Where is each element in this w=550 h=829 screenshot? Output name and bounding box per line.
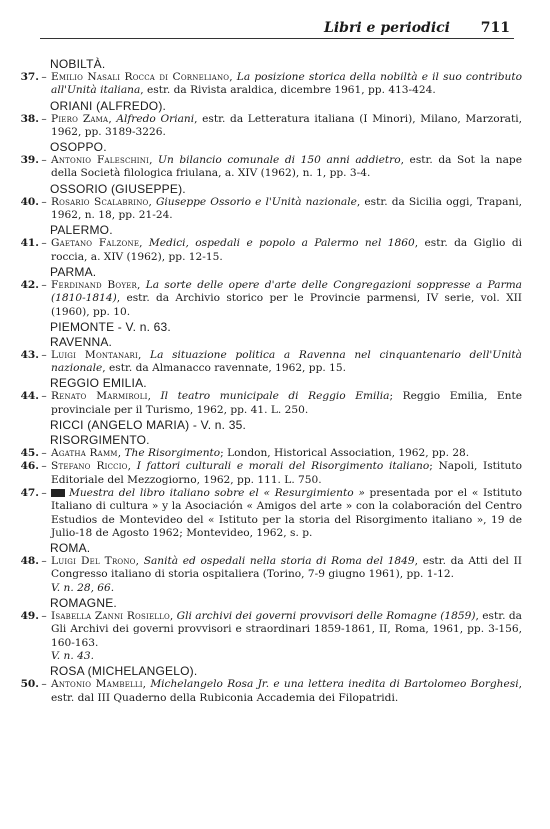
bibliography-entry <box>17 71 522 98</box>
entry-number: 44. <box>20 390 39 403</box>
entry-title: La situazione politica a Ravenna nel cinquantenario dell'Unità nazionale <box>51 348 522 375</box>
section-heading: ROSA (MICHELANGELO). <box>50 664 198 679</box>
bibliography-entry <box>17 390 522 417</box>
entry-body <box>49 487 522 540</box>
entry-details: , estr. da Giglio di roccia, a. XIV (1962), pp. 12-15. <box>51 237 522 263</box>
section-heading: REGGIO EMILIA. <box>50 376 147 391</box>
bibliography-list <box>17 56 522 705</box>
entry-dash: – <box>41 71 47 83</box>
bibliography-entry <box>17 113 522 140</box>
entry-title: La sorte delle opere d'arte delle Congregazioni soppresse a Parma (1810-1814) <box>51 278 522 305</box>
section-heading: RICCI (ANGELO MARIA) - V. n. 35. <box>50 418 247 433</box>
entry-author: Luigi Montanari <box>51 348 138 361</box>
entry-dash: – <box>41 390 47 403</box>
entry-dash: – <box>41 486 47 499</box>
entry-author: Antonio Faleschini <box>51 154 150 167</box>
entry-dash: – <box>41 195 47 208</box>
entry-details: ; London, Historical Association, 1962, pp. 28. <box>220 447 470 460</box>
entry-body: Stefano Riccio, I fattori culturali e morali del Risorgimento italiano; Napoli, Istituto Editoriale del Mezzogiorno, 1962, pp. 111. L. 750. <box>51 460 522 486</box>
entry-details: , estr. da Atti del II Congresso italiano di storia ospitaliera (Torino, 7-9 giugno 1961), pp. 1-12. <box>51 555 522 581</box>
entry-number: 43. <box>20 348 39 361</box>
section-heading: OSOPPO. <box>50 140 107 155</box>
entry-body: Ferdinand Boyer, La sorte delle opere d'arte delle Congregazioni soppresse a Parma (1810-1814), estr. da Archivio storico per le Provincie parmensi, IV serie, vol. XII (1960), pp. 10. <box>51 278 522 318</box>
entry-details: , estr. da Letteratura italiana (I Minori), Milano, Marzorati, 1962, pp. 3189-3226. <box>51 112 522 138</box>
entry-dash: – <box>41 348 47 361</box>
cross-reference: V. n. 28, 66. <box>51 581 115 594</box>
entry-details: ; Napoli, Istituto Editoriale del Mezzogiorno, 1962, pp. 111. L. 750. <box>51 460 522 486</box>
entry-body: Antonio Faleschini, Un bilancio comunale di 150 anni addietro, estr. da Sot la nape della Società filologica friulana, a. XIV (1962), n. 1, pp. 3-4. <box>51 154 522 180</box>
entry-number: 47. <box>20 486 39 499</box>
entry-title: Sanità ed ospedali nella storia di Roma del 1849 <box>143 555 415 568</box>
entry-dash: – <box>41 237 47 250</box>
section-heading: ROMA. <box>50 541 91 556</box>
section-heading: NOBILTÀ. <box>50 57 106 71</box>
entry-dash: – <box>41 447 47 460</box>
entry-details: ; Reggio Emilia, Ente provinciale per il Turismo, 1962, pp. 41. L. 250. <box>51 390 522 416</box>
entry-details: , estr. da Archivio storico per le Provincie parmensi, IV serie, vol. XII (1960), pp. 10. <box>51 292 522 318</box>
entry-details: , estr. dal III Quaderno della Rubiconia Accademia dei Filopatridi. <box>51 678 522 704</box>
entry-body: Agatha Ramm, The Risorgimento; London, Historical Association, 1962, pp. 28. <box>51 447 470 460</box>
bibliography-entry <box>17 237 522 264</box>
entry-number: 42. <box>20 278 39 291</box>
entry-number: 50. <box>20 678 39 691</box>
section-heading: ROMAGNE. <box>50 596 117 611</box>
entry-title: The Risorgimento <box>124 447 221 460</box>
entry-body: Piero Zama, Alfredo Oriani, estr. da Letteratura italiana (I Minori), Milano, Marzorati, 1962, pp. 3189-3226. <box>51 112 522 138</box>
entry-body: Isabella Zanni Rosiello, Gli archivi dei governi provvisori delle Romagne (1859), estr. da Gli Archivi dei governi provvisori e straordinari 1859-1861, II, Roma, 1961, pp. 3-156, 160-163. <box>51 610 522 649</box>
bibliography-entry <box>17 610 522 650</box>
entry-body: Renato Marmiroli, Il teatro municipale di Reggio Emilia; Reggio Emilia, Ente provinciale per il Turismo, 1962, pp. 41. L. 250. <box>51 390 522 416</box>
entry-body: Luigi Del Trono, Sanità ed ospedali nella storia di Roma del 1849, estr. da Atti del II Congresso italiano di storia ospitaliera (Torino, 7-9 giugno 1961), pp. 1-12. <box>51 555 522 581</box>
entry-number: 49. <box>20 610 39 623</box>
entry-dash: – <box>41 112 47 125</box>
entry-body: Antonio Mambelli, Michelangelo Rosa Jr. e una lettera inedita di Bartolomeo Borghesi, estr. dal III Quaderno della Rubiconia Accademia dei Filopatridi. <box>51 678 522 704</box>
bibliography-entry <box>17 678 522 705</box>
bibliography-entry <box>17 349 522 376</box>
entry-title: La posizione storica della nobiltà e il suo contributo all'Unità italiana <box>51 71 522 97</box>
entry-author: Gaetano Falzone <box>51 237 140 250</box>
entry-number: 41. <box>20 237 39 250</box>
header-rule <box>40 38 514 39</box>
bibliography-entry <box>17 460 522 487</box>
entry-dash: – <box>41 678 47 691</box>
entry-author: Piero Zama <box>51 112 109 125</box>
entry-body: Gaetano Falzone, Medici, ospedali e popolo a Palermo nel 1860, estr. da Giglio di roccia, a. XIV (1962), pp. 12-15. <box>51 237 522 263</box>
entry-author: Stefano Riccio <box>51 460 128 473</box>
section-heading: RAVENNA. <box>50 334 113 349</box>
entry-body: Luigi Montanari, La situazione politica a Ravenna nel cinquantenario dell'Unità nazionale, estr. da Almanacco ravennate, 1962, pp. 15. <box>51 348 522 375</box>
bibliography-entry <box>17 279 522 319</box>
section-heading: PALERMO. <box>50 223 113 238</box>
entry-author: Luigi Del Trono <box>51 555 136 568</box>
bibliography-entry <box>17 196 522 223</box>
entry-title: Medici, ospedali e popolo a Palermo nel 1860 <box>148 237 415 250</box>
entry-author: Renato Marmiroli <box>51 390 148 403</box>
bibliography-entry <box>17 154 522 181</box>
entry-number: 38. <box>20 112 39 125</box>
bibliography-entry <box>17 555 522 582</box>
entry-details: , estr. da Almanacco ravennate, 1962, pp. 15. <box>102 362 346 375</box>
entry-author: Rosario Scalabrino <box>51 195 149 208</box>
margin-mark-icon <box>51 489 65 497</box>
entry-author: Isabella Zanni Rosiello <box>51 610 170 623</box>
entry-details: , estr. da Rivista araldica, dicembre 1961, pp. 413-424. <box>140 84 436 97</box>
entry-title: Un bilancio comunale di 150 anni addietro <box>158 154 401 167</box>
section-heading: PARMA. <box>50 264 97 279</box>
bibliography-entry <box>17 487 522 540</box>
entry-details: , estr. da Sot la nape della Società filologica friulana, a. XIV (1962), n. 1, pp. 3-4. <box>51 154 522 180</box>
entry-details: , estr. da Gli Archivi dei governi provvisori e straordinari 1859-1861, II, Roma, 1961, pp. 3-156, 160-163. <box>51 610 522 649</box>
entry-title: Gli archivi dei governi provvisori delle Romagne (1859) <box>176 610 476 623</box>
entry-dash: – <box>41 460 47 473</box>
entry-details: , estr. da Sicilia oggi, Trapani, 1962, n. 18, pp. 21-24. <box>51 195 522 222</box>
section-heading: OSSORIO (GIUSEPPE). <box>50 181 186 196</box>
entry-title: Alfredo Oriani <box>116 112 195 125</box>
entry-title: Il teatro municipale di Reggio Emilia <box>160 390 390 403</box>
page-number: 711 <box>480 20 510 36</box>
entry-number: 46. <box>20 460 39 473</box>
entry-title: Michelangelo Rosa Jr. e una lettera inedita di Bartolomeo Borghesi <box>150 678 519 691</box>
running-title: Libri e periodici <box>324 20 450 36</box>
entry-author: Antonio Mambelli <box>51 678 143 691</box>
entry-title: Muestra del libro italiano sobre el « Resurgimiento » <box>69 486 365 499</box>
entry-body: Rosario Scalabrino, Giuseppe Ossorio e l'Unità nazionale, estr. da Sicilia oggi, Trapani, 1962, n. 18, pp. 21-24. <box>51 195 522 222</box>
entry-author: Agatha Ramm <box>51 447 118 460</box>
entry-number: 48. <box>20 555 39 568</box>
entry-dash: – <box>41 154 47 167</box>
entry-dash: – <box>41 278 47 291</box>
entry-details: presentada por el « Istituto Italiano di cultura » y la Asociación « Amigos del arte » con la colaboración del Centro Estudios de Montevideo del « Istituto per la storia del Risorgimento italiano », 19 de Julio-18 de Agosto 1962; Montevideo, 1962, s. p. <box>51 486 522 539</box>
section-heading: RISORGIMENTO. <box>50 433 150 448</box>
bibliography-entry <box>17 447 522 460</box>
entry-number: 37. <box>20 71 39 83</box>
page-header <box>0 14 550 36</box>
entry-title: Giuseppe Ossorio e l'Unità nazionale <box>155 195 357 208</box>
entry-number: 45. <box>20 447 39 460</box>
entry-dash: – <box>41 555 47 568</box>
entry-number: 40. <box>20 195 39 208</box>
entry-author: Emilio Nasali Rocca di Corneliano <box>51 71 230 83</box>
entry-number: 39. <box>20 154 39 167</box>
entry-body: Emilio Nasali Rocca di Corneliano, La posizione storica della nobiltà e il suo contributo all'Unità italiana, estr. da Rivista araldica, dicembre 1961, pp. 413-424. <box>51 71 522 97</box>
entry-author: Ferdinand Boyer <box>51 278 137 291</box>
entry-dash: – <box>41 610 47 623</box>
entry-title: I fattori culturali e morali del Risorgimento italiano <box>136 460 430 473</box>
section-heading: PIEMONTE - V. n. 63. <box>50 319 171 334</box>
section-heading: ORIANI (ALFREDO). <box>50 98 167 113</box>
cross-reference: V. n. 43. <box>51 649 94 662</box>
